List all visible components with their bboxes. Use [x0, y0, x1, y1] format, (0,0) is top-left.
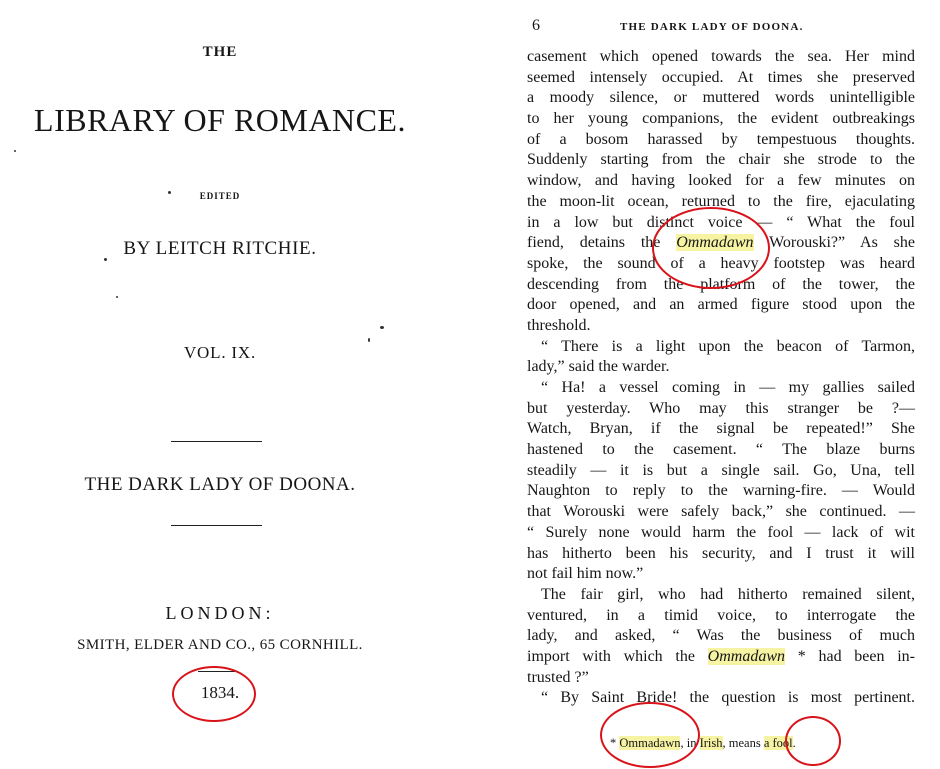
text-line — [527, 47, 915, 68]
text-line — [527, 585, 915, 606]
line-text: lady, and asked, “ Was the business of much — [527, 627, 915, 645]
scan-speck — [14, 150, 16, 152]
line-text: “ Surely none would harm the fool — lack of wit — [527, 523, 915, 541]
line-text: threshold. — [527, 316, 591, 334]
line-text: steadily — it is but a single sail. Go, Una, tell — [527, 461, 915, 479]
text-line — [527, 461, 915, 482]
footnote-text: . — [792, 736, 796, 750]
text-line — [527, 399, 915, 420]
line-text: “ There is a light upon the beacon of Tarmon, — [541, 337, 915, 355]
text-line — [527, 378, 915, 399]
line-text: casement which opened towards the sea. Her mind — [527, 48, 915, 65]
text-line — [527, 419, 915, 440]
text-line — [527, 130, 915, 151]
text-line — [527, 440, 915, 461]
text-line — [527, 171, 915, 192]
text-line — [527, 564, 915, 585]
story-title: THE DARK LADY OF DOONA. — [84, 474, 356, 495]
line-text: hastened to the casement. “ The blaze burns — [527, 441, 915, 459]
highlighted-word: Ommadawn — [707, 647, 786, 665]
text-line — [527, 626, 915, 647]
line-text: not fail him now.” — [527, 565, 644, 583]
line-text: Watch, Bryan, if the signal be repeated!” She — [527, 420, 915, 438]
line-text: fiend, detains the — [527, 234, 677, 252]
edited-label: EDITED — [199, 191, 241, 201]
ommadawn-circle-annotation — [652, 207, 770, 289]
line-text: trusted ?” — [527, 668, 589, 686]
footnote-term: Ommadawn — [619, 736, 681, 750]
line-text: window, and having looked for a few minutes on — [527, 172, 915, 190]
text-line — [527, 523, 915, 544]
line-text: “ Ha! a vessel coming in — my gallies sailed — [541, 379, 915, 396]
text-line — [527, 150, 915, 171]
line-text: * had been in- — [785, 647, 915, 665]
line-text: descending from the platform of the tower, the — [527, 275, 915, 293]
line-text: that Worouski were safely back,” she continued. — — [527, 503, 915, 521]
footnote-meaning: a fool — [763, 736, 793, 750]
text-line — [527, 88, 915, 109]
text-line — [527, 688, 915, 709]
line-text: of a bosom harassed by tempestuous thoughts. — [527, 130, 915, 148]
title-the: THE — [202, 44, 238, 60]
line-text: import with which the — [527, 647, 708, 665]
footnote-text: , in — [680, 736, 700, 750]
footnote-mark: * — [610, 736, 620, 750]
editor-line: BY LEITCH RITCHIE. — [123, 238, 317, 259]
divider-rule-bottom — [171, 525, 262, 526]
text-line — [527, 544, 915, 565]
text-line — [527, 606, 915, 627]
scan-speck — [380, 326, 384, 329]
line-text: but yesterday. Who may this stranger be ?— — [527, 399, 915, 417]
footnote-language: Irish — [699, 736, 723, 750]
highlighted-word: Ommadawn — [676, 234, 754, 252]
line-text: the moon-lit ocean, returned to the fire, ejaculating — [527, 192, 915, 210]
scan-speck — [116, 296, 118, 298]
body-text — [527, 47, 915, 709]
scan-speck — [168, 191, 171, 194]
line-text: spoke, the sound of a heavy footstep was heard — [527, 254, 915, 272]
publication-year: 1834. — [200, 683, 240, 702]
text-line — [527, 295, 915, 316]
publisher-line: SMITH, ELDER AND CO., 65 CORNHILL. — [77, 637, 363, 653]
footnote-meaning-circle-annotation — [785, 716, 841, 766]
line-text: Naughton to reply to the warning-fire. — Would — [527, 482, 915, 500]
text-line — [527, 109, 915, 130]
line-text: has hitherto been his security, and I trust it will — [527, 544, 915, 562]
text-page — [450, 0, 940, 769]
line-text: ventured, in a timid voice, to interrogate the — [527, 606, 915, 624]
text-line — [527, 357, 915, 378]
scan-speck — [104, 258, 107, 261]
line-text: to her young companions, the evident outbreakings — [527, 110, 915, 128]
volume-label: VOL. IX. — [183, 343, 257, 362]
line-text: Suddenly starting from the chair she strode to the — [527, 151, 915, 169]
series-title: LIBRARY OF ROMANCE. — [34, 102, 406, 138]
year-circle-annotation — [172, 666, 256, 722]
divider-rule-top — [171, 441, 262, 442]
line-text: a moody silence, or muttered words unintelligible — [527, 89, 915, 107]
line-text: door opened, and an armed figure stood upon the — [527, 296, 915, 314]
text-line — [527, 68, 915, 89]
footnote-text: , means — [722, 736, 764, 750]
text-line — [527, 337, 915, 358]
line-text: Worouski?” As she — [753, 234, 915, 252]
text-line — [527, 316, 915, 337]
line-text: The fair girl, who had hitherto remained silent, — [541, 585, 915, 603]
text-line — [527, 668, 915, 689]
running-head: THE DARK LADY OF DOONA. — [620, 21, 804, 33]
title-page — [0, 0, 450, 769]
line-text: “ By Saint Bride! the question is most pertinent. — [541, 689, 915, 707]
text-line — [527, 502, 915, 523]
scan-speck — [368, 338, 370, 342]
footnote-term-circle-annotation — [600, 702, 700, 768]
page-number: 6 — [532, 17, 540, 34]
imprint-city: LONDON: — [165, 603, 275, 623]
line-text: in a low but distinct voice — “ What the foul — [527, 213, 915, 231]
line-text: lady,” said the warder. — [527, 358, 670, 376]
line-text: seemed intensely occupied. At times she preserved — [527, 68, 915, 86]
text-line — [527, 647, 915, 668]
text-line — [527, 481, 915, 502]
